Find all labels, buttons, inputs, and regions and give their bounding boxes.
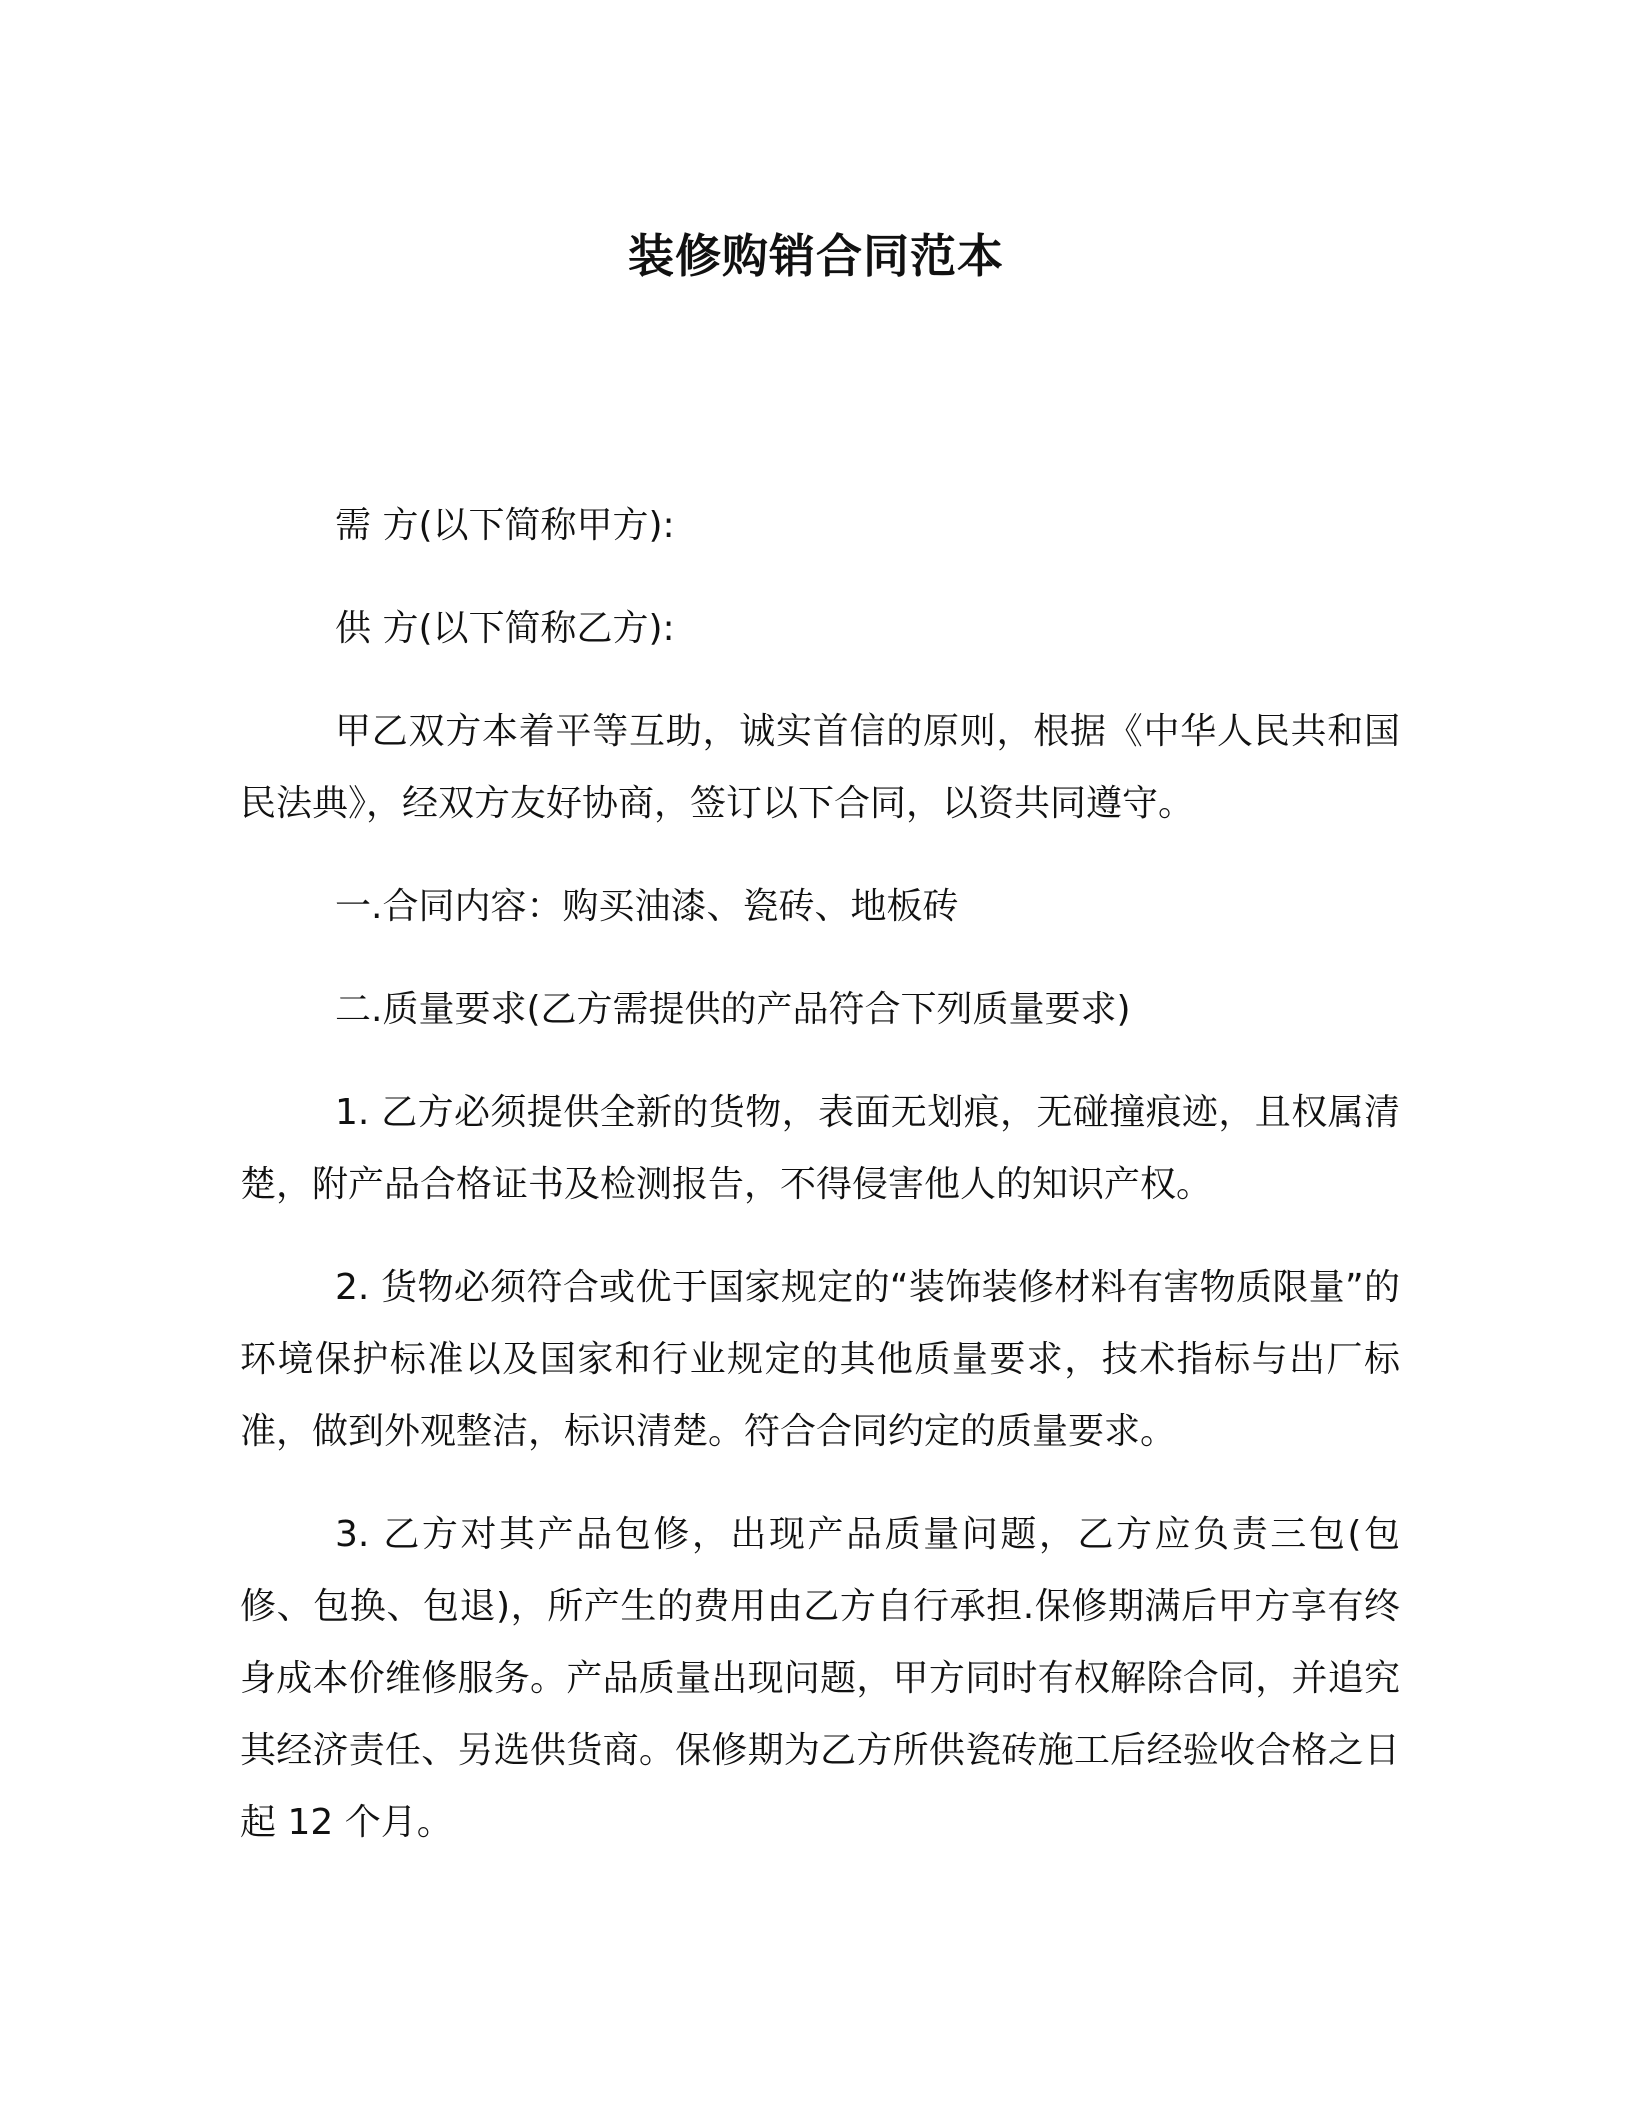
document-body [240, 490, 1400, 1890]
paragraph-buyer: 需 方(以下简称甲方): [335, 505, 675, 546]
paragraph-supplier: 供 方(以下简称乙方): [335, 608, 675, 649]
paragraph-clause-3: 3. 乙方对其产品包修，出现产品质量问题，乙方应负责三包(包修、包换、包退)，所产生的费用由乙方自行承担.保修期满后甲方享有终身成本价维修服务。产品质量出现问题，甲方同时有权解除合同，并追究其经济责任、另选供货商。保修期为乙方所供瓷砖施工后经验收合格之日起 12 个月。 [240, 1514, 1400, 1843]
paragraph-clause-1: 1. 乙方必须提供全新的货物，表面无划痕，无碰撞痕迹，且权属清楚，附产品合格证书及检测报告，不得侵害他人的知识产权。 [240, 1092, 1400, 1205]
paragraph-section-2: 二.质量要求(乙方需提供的产品符合下列质量要求) [335, 989, 1131, 1030]
paragraph-section-1: 一.合同内容：购买油漆、瓷砖、地板砖 [335, 886, 959, 927]
paragraph-clause-2: 2. 货物必须符合或优于国家规定的“装饰装修材料有害物质限量”的环境保护标准以及国家和行业规定的其他质量要求，技术指标与出厂标准，做到外观整洁，标识清楚。符合合同约定的质量要求。 [240, 1267, 1400, 1452]
document-title: 装修购销合同范本 [628, 229, 1004, 283]
paragraph-preamble: 甲乙双方本着平等互助，诚实首信的原则，根据《中华人民共和国民法典》，经双方友好协商，签订以下合同，以资共同遵守。 [240, 711, 1400, 824]
